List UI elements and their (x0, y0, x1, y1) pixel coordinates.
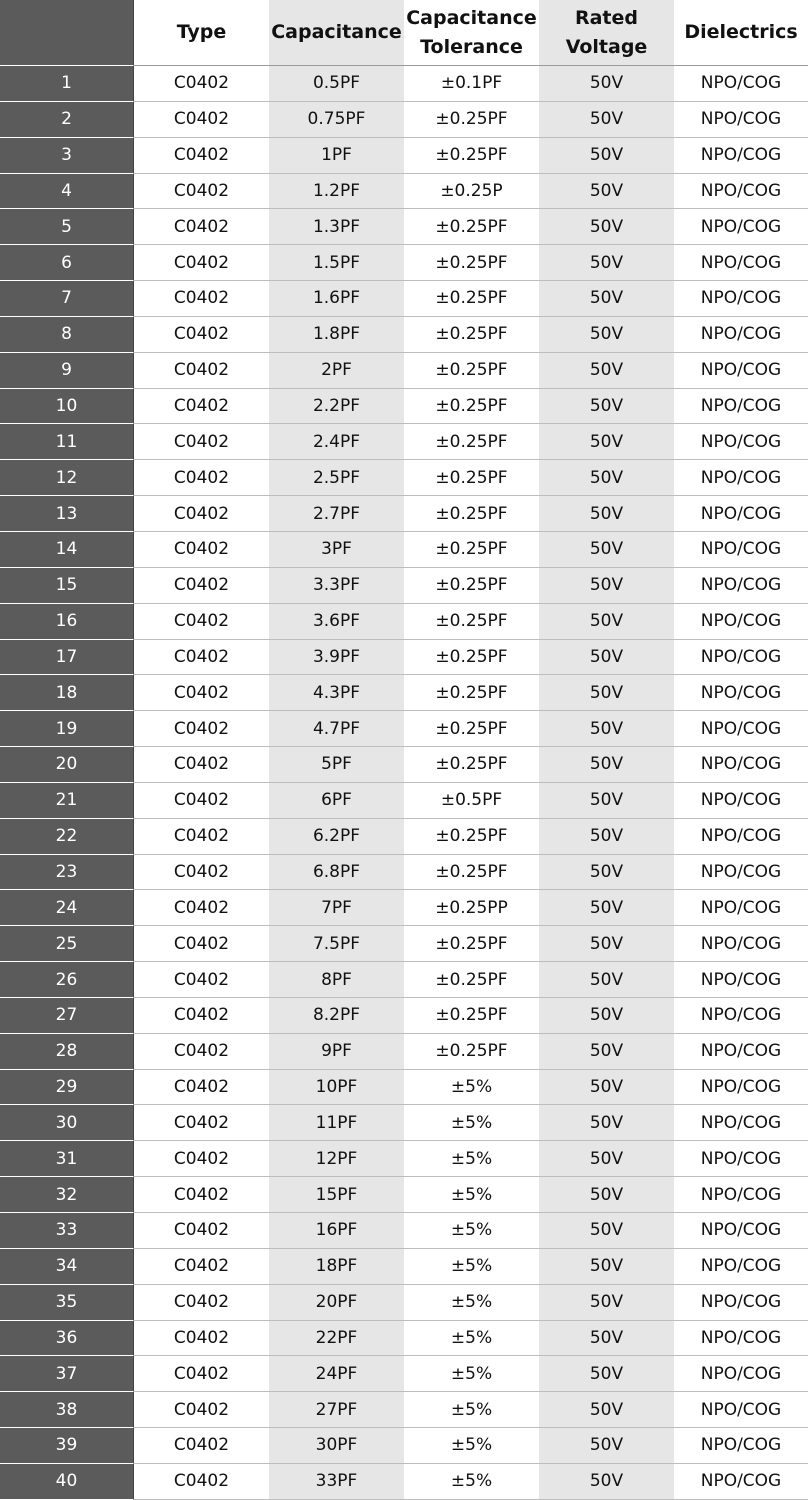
cell-capacitance: 5PF (269, 747, 404, 783)
cell-tolerance: ±0.25PF (404, 281, 539, 317)
table-row (0, 568, 808, 604)
cell-dielectrics: NPO/COG (674, 389, 808, 425)
table-row (0, 1428, 808, 1464)
cell-capacitance: 4.3PF (269, 675, 404, 711)
cell-type: C0402 (134, 1356, 269, 1392)
cell-capacitance: 27PF (269, 1392, 404, 1428)
cell-rated-voltage: 50V (539, 568, 674, 604)
cell-tolerance: ±5% (404, 1285, 539, 1321)
table-row (0, 209, 808, 245)
cell-type: C0402 (134, 1213, 269, 1249)
cell-tolerance: ±0.25PF (404, 855, 539, 891)
cell-rated-voltage: 50V (539, 1034, 674, 1070)
cell-dielectrics: NPO/COG (674, 747, 808, 783)
header-capacitance: Capacitance (269, 0, 404, 66)
cell-type: C0402 (134, 855, 269, 891)
cell-capacitance: 6.8PF (269, 855, 404, 891)
cell-rated-voltage: 50V (539, 926, 674, 962)
cell-type: C0402 (134, 568, 269, 604)
cell-type: C0402 (134, 353, 269, 389)
cell-index: 1 (0, 66, 134, 102)
cell-capacitance: 7PF (269, 890, 404, 926)
cell-rated-voltage: 50V (539, 1392, 674, 1428)
cell-tolerance: ±0.25PF (404, 389, 539, 425)
table-row (0, 747, 808, 783)
cell-capacitance: 2.5PF (269, 460, 404, 496)
cell-rated-voltage: 50V (539, 174, 674, 210)
cell-index: 31 (0, 1141, 134, 1177)
table-row (0, 926, 808, 962)
cell-rated-voltage: 50V (539, 640, 674, 676)
cell-type: C0402 (134, 138, 269, 174)
cell-capacitance: 2PF (269, 353, 404, 389)
cell-index: 22 (0, 819, 134, 855)
cell-type: C0402 (134, 1177, 269, 1213)
cell-index: 25 (0, 926, 134, 962)
cell-capacitance: 11PF (269, 1105, 404, 1141)
cell-tolerance: ±5% (404, 1321, 539, 1357)
cell-type: C0402 (134, 1428, 269, 1464)
table-row (0, 855, 808, 891)
table-row (0, 998, 808, 1034)
cell-tolerance: ±0.25PF (404, 962, 539, 998)
cell-type: C0402 (134, 1034, 269, 1070)
cell-dielectrics: NPO/COG (674, 783, 808, 819)
cell-index: 19 (0, 711, 134, 747)
cell-capacitance: 9PF (269, 1034, 404, 1070)
table-row (0, 460, 808, 496)
table-row (0, 102, 808, 138)
cell-type: C0402 (134, 675, 269, 711)
table-row (0, 711, 808, 747)
cell-rated-voltage: 50V (539, 532, 674, 568)
cell-rated-voltage: 50V (539, 998, 674, 1034)
cell-type: C0402 (134, 962, 269, 998)
cell-type: C0402 (134, 174, 269, 210)
table-row (0, 66, 808, 102)
cell-capacitance: 16PF (269, 1213, 404, 1249)
cell-type: C0402 (134, 926, 269, 962)
cell-index: 17 (0, 640, 134, 676)
table-row (0, 962, 808, 998)
cell-tolerance: ±0.25PF (404, 460, 539, 496)
cell-rated-voltage: 50V (539, 783, 674, 819)
cell-rated-voltage: 50V (539, 962, 674, 998)
cell-type: C0402 (134, 281, 269, 317)
cell-dielectrics: NPO/COG (674, 1285, 808, 1321)
table-row (0, 1464, 808, 1500)
cell-index: 15 (0, 568, 134, 604)
cell-tolerance: ±0.25P (404, 174, 539, 210)
cell-tolerance: ±0.25PF (404, 317, 539, 353)
cell-index: 23 (0, 855, 134, 891)
cell-tolerance: ±0.25PF (404, 711, 539, 747)
cell-rated-voltage: 50V (539, 1464, 674, 1500)
header-rated-voltage: Rated Voltage (539, 0, 674, 66)
cell-type: C0402 (134, 1392, 269, 1428)
cell-dielectrics: NPO/COG (674, 66, 808, 102)
header-dielectrics: Dielectrics (674, 0, 808, 66)
cell-tolerance: ±0.25PF (404, 926, 539, 962)
cell-type: C0402 (134, 209, 269, 245)
cell-type: C0402 (134, 1141, 269, 1177)
cell-rated-voltage: 50V (539, 66, 674, 102)
cell-capacitance: 24PF (269, 1356, 404, 1392)
cell-tolerance: ±0.25PF (404, 604, 539, 640)
cell-index: 29 (0, 1070, 134, 1106)
cell-dielectrics: NPO/COG (674, 711, 808, 747)
cell-tolerance: ±5% (404, 1464, 539, 1500)
table-body (0, 66, 808, 1500)
cell-capacitance: 10PF (269, 1070, 404, 1106)
cell-type: C0402 (134, 998, 269, 1034)
cell-rated-voltage: 50V (539, 496, 674, 532)
table-row (0, 1356, 808, 1392)
cell-type: C0402 (134, 245, 269, 281)
cell-rated-voltage: 50V (539, 245, 674, 281)
cell-index: 36 (0, 1321, 134, 1357)
cell-index: 3 (0, 138, 134, 174)
header-index (0, 0, 134, 66)
cell-type: C0402 (134, 532, 269, 568)
cell-tolerance: ±5% (404, 1213, 539, 1249)
table-row (0, 424, 808, 460)
cell-index: 16 (0, 604, 134, 640)
cell-index: 26 (0, 962, 134, 998)
cell-index: 40 (0, 1464, 134, 1500)
cell-tolerance: ±5% (404, 1356, 539, 1392)
cell-dielectrics: NPO/COG (674, 102, 808, 138)
cell-rated-voltage: 50V (539, 855, 674, 891)
cell-rated-voltage: 50V (539, 604, 674, 640)
cell-rated-voltage: 50V (539, 1105, 674, 1141)
table-row (0, 496, 808, 532)
cell-index: 13 (0, 496, 134, 532)
cell-rated-voltage: 50V (539, 281, 674, 317)
cell-capacitance: 6.2PF (269, 819, 404, 855)
cell-index: 8 (0, 317, 134, 353)
cell-tolerance: ±0.25PF (404, 532, 539, 568)
cell-rated-voltage: 50V (539, 1213, 674, 1249)
cell-dielectrics: NPO/COG (674, 174, 808, 210)
table-row (0, 1392, 808, 1428)
cell-tolerance: ±0.5PF (404, 783, 539, 819)
cell-rated-voltage: 50V (539, 460, 674, 496)
cell-capacitance: 2.2PF (269, 389, 404, 425)
cell-capacitance: 2.7PF (269, 496, 404, 532)
cell-tolerance: ±0.25PF (404, 747, 539, 783)
cell-type: C0402 (134, 66, 269, 102)
cell-rated-voltage: 50V (539, 1141, 674, 1177)
cell-dielectrics: NPO/COG (674, 1141, 808, 1177)
table-row (0, 819, 808, 855)
table-row (0, 1034, 808, 1070)
cell-rated-voltage: 50V (539, 819, 674, 855)
cell-capacitance: 30PF (269, 1428, 404, 1464)
cell-dielectrics: NPO/COG (674, 1213, 808, 1249)
cell-dielectrics: NPO/COG (674, 1105, 808, 1141)
cell-rated-voltage: 50V (539, 747, 674, 783)
cell-index: 24 (0, 890, 134, 926)
table-row (0, 317, 808, 353)
cell-rated-voltage: 50V (539, 389, 674, 425)
cell-index: 7 (0, 281, 134, 317)
cell-index: 6 (0, 245, 134, 281)
cell-dielectrics: NPO/COG (674, 1034, 808, 1070)
cell-type: C0402 (134, 1285, 269, 1321)
cell-capacitance: 0.75PF (269, 102, 404, 138)
cell-index: 35 (0, 1285, 134, 1321)
cell-tolerance: ±0.25PF (404, 675, 539, 711)
cell-type: C0402 (134, 317, 269, 353)
cell-index: 20 (0, 747, 134, 783)
cell-index: 27 (0, 998, 134, 1034)
cell-type: C0402 (134, 1249, 269, 1285)
cell-tolerance: ±0.25PF (404, 568, 539, 604)
cell-capacitance: 22PF (269, 1321, 404, 1357)
table-row (0, 174, 808, 210)
cell-type: C0402 (134, 496, 269, 532)
cell-tolerance: ±5% (404, 1177, 539, 1213)
cell-tolerance: ±5% (404, 1249, 539, 1285)
table-row (0, 1213, 808, 1249)
cell-capacitance: 6PF (269, 783, 404, 819)
cell-capacitance: 33PF (269, 1464, 404, 1500)
cell-type: C0402 (134, 604, 269, 640)
cell-dielectrics: NPO/COG (674, 998, 808, 1034)
cell-index: 11 (0, 424, 134, 460)
cell-dielectrics: NPO/COG (674, 532, 808, 568)
table-row (0, 1141, 808, 1177)
cell-dielectrics: NPO/COG (674, 460, 808, 496)
cell-capacitance: 0.5PF (269, 66, 404, 102)
cell-tolerance: ±0.25PP (404, 890, 539, 926)
cell-dielectrics: NPO/COG (674, 138, 808, 174)
cell-capacitance: 3.6PF (269, 604, 404, 640)
cell-dielectrics: NPO/COG (674, 496, 808, 532)
table-row (0, 675, 808, 711)
header-type: Type (134, 0, 269, 66)
cell-index: 30 (0, 1105, 134, 1141)
cell-type: C0402 (134, 1321, 269, 1357)
cell-capacitance: 1.6PF (269, 281, 404, 317)
cell-index: 12 (0, 460, 134, 496)
cell-index: 32 (0, 1177, 134, 1213)
cell-dielectrics: NPO/COG (674, 890, 808, 926)
cell-index: 5 (0, 209, 134, 245)
cell-capacitance: 3.9PF (269, 640, 404, 676)
cell-capacitance: 1PF (269, 138, 404, 174)
table-row (0, 890, 808, 926)
cell-rated-voltage: 50V (539, 424, 674, 460)
cell-dielectrics: NPO/COG (674, 962, 808, 998)
cell-tolerance: ±0.25PF (404, 1034, 539, 1070)
cell-tolerance: ±0.25PF (404, 138, 539, 174)
cell-dielectrics: NPO/COG (674, 317, 808, 353)
cell-capacitance: 18PF (269, 1249, 404, 1285)
table-row (0, 604, 808, 640)
cell-dielectrics: NPO/COG (674, 819, 808, 855)
cell-type: C0402 (134, 389, 269, 425)
cell-tolerance: ±0.25PF (404, 640, 539, 676)
cell-index: 9 (0, 353, 134, 389)
cell-rated-voltage: 50V (539, 1428, 674, 1464)
cell-capacitance: 12PF (269, 1141, 404, 1177)
cell-index: 33 (0, 1213, 134, 1249)
cell-type: C0402 (134, 711, 269, 747)
cell-type: C0402 (134, 460, 269, 496)
cell-tolerance: ±0.25PF (404, 424, 539, 460)
cell-tolerance: ±0.1PF (404, 66, 539, 102)
cell-dielectrics: NPO/COG (674, 1249, 808, 1285)
cell-index: 18 (0, 675, 134, 711)
table-row (0, 1249, 808, 1285)
cell-index: 39 (0, 1428, 134, 1464)
cell-dielectrics: NPO/COG (674, 604, 808, 640)
cell-type: C0402 (134, 640, 269, 676)
cell-capacitance: 1.2PF (269, 174, 404, 210)
cell-rated-voltage: 50V (539, 675, 674, 711)
cell-index: 37 (0, 1356, 134, 1392)
cell-rated-voltage: 50V (539, 1070, 674, 1106)
cell-dielectrics: NPO/COG (674, 209, 808, 245)
cell-dielectrics: NPO/COG (674, 568, 808, 604)
cell-capacitance: 7.5PF (269, 926, 404, 962)
cell-index: 21 (0, 783, 134, 819)
cell-dielectrics: NPO/COG (674, 855, 808, 891)
table-row (0, 353, 808, 389)
cell-type: C0402 (134, 783, 269, 819)
cell-dielectrics: NPO/COG (674, 1392, 808, 1428)
cell-tolerance: ±0.25PF (404, 819, 539, 855)
cell-type: C0402 (134, 102, 269, 138)
table-row (0, 1105, 808, 1141)
cell-dielectrics: NPO/COG (674, 1070, 808, 1106)
cell-type: C0402 (134, 1105, 269, 1141)
cell-rated-voltage: 50V (539, 353, 674, 389)
cell-capacitance: 20PF (269, 1285, 404, 1321)
cell-index: 4 (0, 174, 134, 210)
cell-tolerance: ±0.25PF (404, 998, 539, 1034)
cell-dielectrics: NPO/COG (674, 1177, 808, 1213)
cell-index: 34 (0, 1249, 134, 1285)
cell-tolerance: ±5% (404, 1141, 539, 1177)
cell-index: 14 (0, 532, 134, 568)
table-header-row (0, 0, 808, 66)
cell-dielectrics: NPO/COG (674, 640, 808, 676)
cell-type: C0402 (134, 747, 269, 783)
table-row (0, 245, 808, 281)
cell-type: C0402 (134, 424, 269, 460)
cell-tolerance: ±5% (404, 1392, 539, 1428)
table-row (0, 1321, 808, 1357)
cell-dielectrics: NPO/COG (674, 245, 808, 281)
cell-rated-voltage: 50V (539, 102, 674, 138)
table-row (0, 281, 808, 317)
cell-dielectrics: NPO/COG (674, 1464, 808, 1500)
cell-capacitance: 1.3PF (269, 209, 404, 245)
table-row (0, 640, 808, 676)
cell-rated-voltage: 50V (539, 1285, 674, 1321)
cell-rated-voltage: 50V (539, 711, 674, 747)
cell-dielectrics: NPO/COG (674, 1321, 808, 1357)
cell-tolerance: ±0.25PF (404, 496, 539, 532)
table-row (0, 1070, 808, 1106)
cell-capacitance: 8.2PF (269, 998, 404, 1034)
table-row (0, 532, 808, 568)
cell-index: 10 (0, 389, 134, 425)
cell-capacitance: 8PF (269, 962, 404, 998)
cell-rated-voltage: 50V (539, 1321, 674, 1357)
cell-dielectrics: NPO/COG (674, 353, 808, 389)
cell-rated-voltage: 50V (539, 138, 674, 174)
table-row (0, 1177, 808, 1213)
cell-tolerance: ±5% (404, 1105, 539, 1141)
cell-capacitance: 3PF (269, 532, 404, 568)
cell-type: C0402 (134, 890, 269, 926)
cell-index: 28 (0, 1034, 134, 1070)
cell-rated-voltage: 50V (539, 317, 674, 353)
cell-tolerance: ±0.25PF (404, 245, 539, 281)
cell-type: C0402 (134, 819, 269, 855)
cell-type: C0402 (134, 1070, 269, 1106)
cell-tolerance: ±5% (404, 1070, 539, 1106)
cell-capacitance: 4.7PF (269, 711, 404, 747)
cell-tolerance: ±0.25PF (404, 102, 539, 138)
cell-capacitance: 2.4PF (269, 424, 404, 460)
table-row (0, 138, 808, 174)
cell-dielectrics: NPO/COG (674, 675, 808, 711)
cell-rated-voltage: 50V (539, 209, 674, 245)
cell-rated-voltage: 50V (539, 1177, 674, 1213)
table-row (0, 1285, 808, 1321)
header-capacitance-tolerance: Capacitance Tolerance (404, 0, 539, 66)
cell-dielectrics: NPO/COG (674, 1428, 808, 1464)
cell-index: 38 (0, 1392, 134, 1428)
cell-rated-voltage: 50V (539, 890, 674, 926)
cell-tolerance: ±0.25PF (404, 353, 539, 389)
cell-capacitance: 1.8PF (269, 317, 404, 353)
cell-capacitance: 1.5PF (269, 245, 404, 281)
cell-index: 2 (0, 102, 134, 138)
cell-tolerance: ±0.25PF (404, 209, 539, 245)
cell-capacitance: 15PF (269, 1177, 404, 1213)
table-row (0, 783, 808, 819)
cell-dielectrics: NPO/COG (674, 281, 808, 317)
cell-type: C0402 (134, 1464, 269, 1500)
cell-tolerance: ±5% (404, 1428, 539, 1464)
cell-rated-voltage: 50V (539, 1356, 674, 1392)
cell-capacitance: 3.3PF (269, 568, 404, 604)
cell-dielectrics: NPO/COG (674, 1356, 808, 1392)
cell-dielectrics: NPO/COG (674, 424, 808, 460)
table-row (0, 389, 808, 425)
cell-rated-voltage: 50V (539, 1249, 674, 1285)
cell-dielectrics: NPO/COG (674, 926, 808, 962)
